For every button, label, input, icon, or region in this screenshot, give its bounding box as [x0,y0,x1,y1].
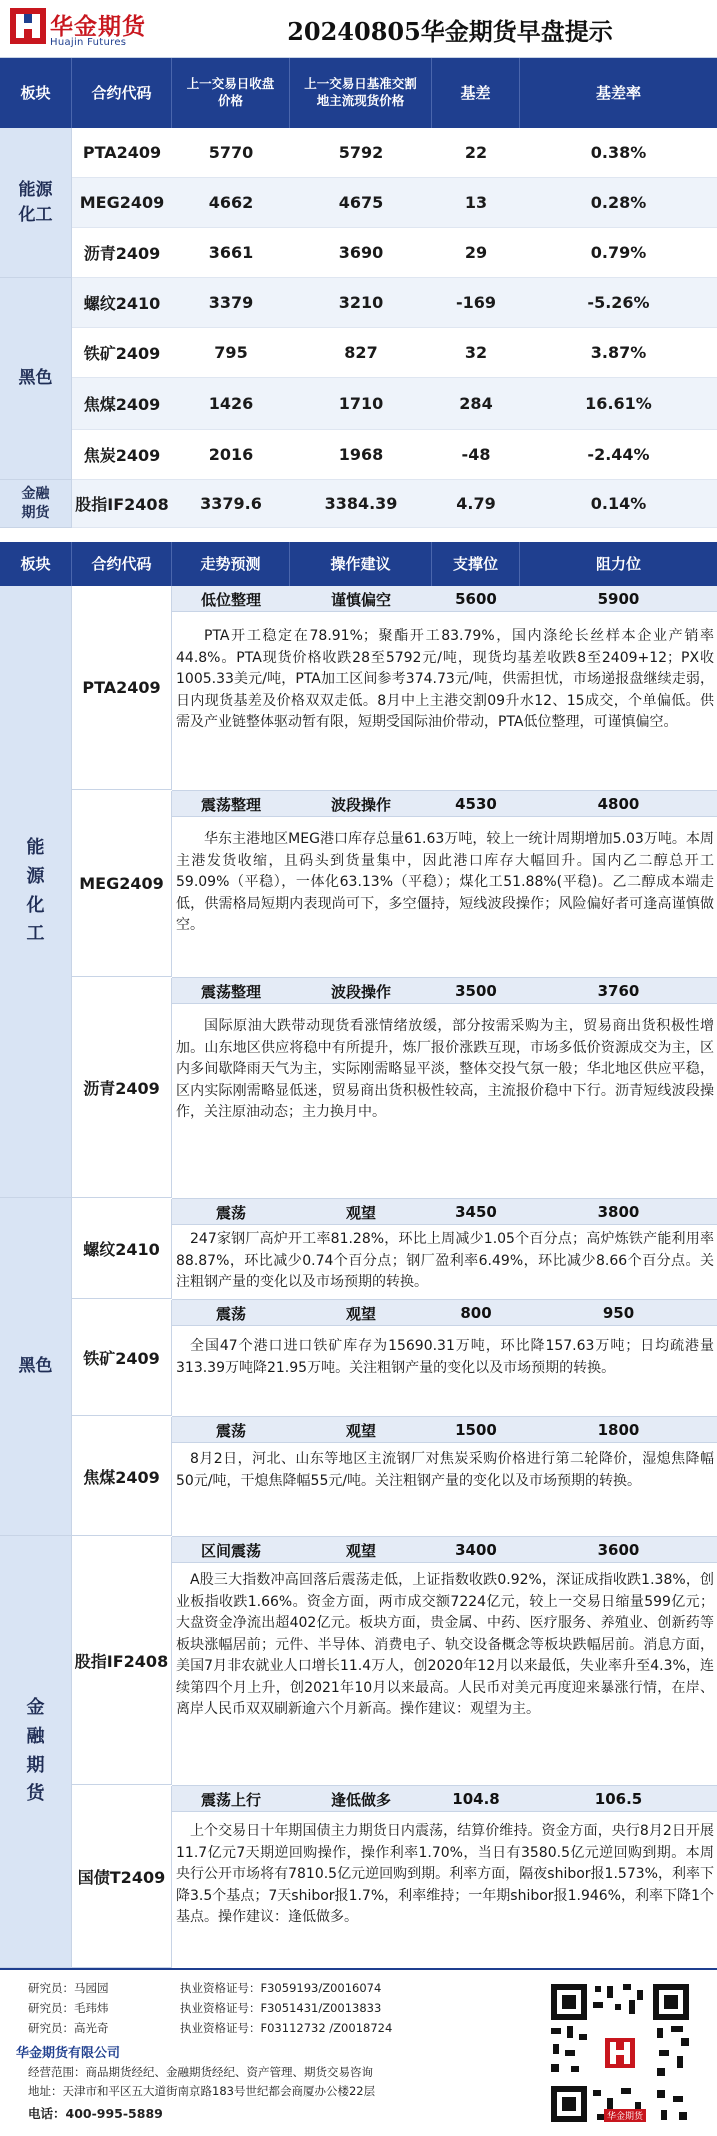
market-commentary: PTA开工稳定在78.91%；聚酯开工83.79%，国内涤纶长丝样本企业产销率44.8%。PTA现货价格收跌28至5792元/吨，现货均基差收跌8至2409+12；PX收1005.33美元/吨，PTA加工区间参考374.73元/吨，供需担忧，市场递报盘继续走弱，日内现货基差及价格双双走低。8月中上主港交割09升水12、15成交，个单偏低。供需及产业链整体驱动暂有限，短期受国际油价带动，PTA低位整理，可谨慎偏空。 [176,628,714,730]
trend-forecast: 低位整理 [200,590,261,609]
operation-advice: 观望 [345,1203,376,1222]
category-ferrous [0,1198,72,1536]
certificate-number: F3059193/Z0016074 [260,1981,382,1995]
close-price: 4662 [208,193,254,212]
table-row [72,178,717,228]
certificate-label: 执业资格证号： [180,1981,261,1995]
certificate-label: 执业资格证号： [180,2001,261,2015]
certificate-label: 执业资格证号： [180,2021,261,2035]
operation-advice: 波段操作 [330,982,391,1001]
contract-code: 铁矿2409 [72,1300,172,1416]
page-footer [0,1968,717,2136]
researcher-row [28,2020,109,2036]
basis-value: 4.79 [456,494,496,513]
basis-rate: 0.14% [590,494,647,513]
category-label: 能源化工 [18,179,53,225]
qr-code-icon [545,1978,695,2128]
page-header [0,0,717,58]
spot-price: 1710 [338,394,384,413]
col-header-resistance: 阻力位 [595,554,641,573]
strategy-summary-row [172,1199,717,1225]
trend-forecast: 震荡整理 [200,795,261,814]
spot-price: 827 [344,343,378,362]
researcher-name: 高光奇 [74,2021,109,2035]
strategy-summary-row [172,1417,717,1443]
resistance-level: 3600 [597,1541,640,1559]
basis-value: 13 [464,193,488,212]
contract-code: MEG2409 [79,193,165,212]
strategy-summary-row [172,1537,717,1563]
contract-code: 沥青2409 [83,244,161,263]
certificate-number: F3051431/Z0013833 [260,2001,382,2015]
support-level: 104.8 [452,1790,500,1808]
table-row [72,278,717,328]
operation-advice: 逢低做多 [330,1790,391,1809]
certificate-row [180,1980,381,1996]
contract-code: 焦煤2409 [72,1417,172,1536]
resistance-level: 3800 [597,1203,640,1221]
basis-value: 284 [459,394,493,413]
table-row [72,228,717,278]
col-header-basis-rate: 基差率 [595,83,641,102]
category-energy-chem [0,586,72,1198]
resistance-level: 106.5 [594,1790,643,1808]
operation-advice: 观望 [345,1304,376,1323]
researcher-name: 毛玮炜 [74,2001,109,2015]
contract-code: MEG2409 [72,791,172,977]
trend-forecast: 震荡 [215,1421,246,1440]
logo-chinese: 华金期货 [50,14,146,40]
contract-code: 焦炭2409 [83,446,161,465]
page-title: 20240805华金期货早盘提示 [287,17,613,46]
company-logo [10,8,200,52]
strategy-summary-row [172,586,717,612]
certificate-row [180,2020,392,2036]
category-label: 黑色 [18,1356,53,1377]
qr-label: 华金期货 [604,2109,646,2122]
table-row [72,128,717,178]
contract-code: 铁矿2409 [83,344,161,363]
close-price: 795 [214,343,248,362]
contract-code: 沥青2409 [72,978,172,1198]
close-price: 3379 [208,293,254,312]
company-name: 华金期货有限公司 [16,2046,121,2061]
support-level: 3400 [455,1541,497,1559]
col-header-trend: 走势预测 [172,542,290,586]
strategy-summary-row [172,978,717,1004]
table-row [72,378,717,430]
company-address: 地址：天津市和平区五大道街南京路183号世纪都会商厦办公楼22层 [28,2084,376,2098]
certificate-number: F03112732 /Z0018724 [260,2021,393,2035]
trend-forecast: 震荡 [215,1304,246,1323]
researcher-name: 马园园 [74,1981,109,1995]
market-commentary: A股三大指数冲高回落后震荡走低，上证指数收跌0.92%，深证成指收跌1.38%，创业板指收跌1.66%。资金方面，两市成交额7224亿元，较上一交易日缩量599亿元；大盘资金净流出超402亿元。板块方面，贵金属、中药、医疗服务、养殖业、创新药等板块涨幅居前；元件、半导体、消费电子、轨交设备概念等板块跌幅居前。消息方面，美国7月非农就业人口增长11.4万人，创2020年12月以来最低，失业率升至4.3%，连续第四个月上升，创2021年10月以来最高。人民币对美元再度迎来暴涨行情，在岸、离岸人民币双双刷新逾六个月新高。操作建议：观望为主。 [176,1572,714,1717]
support-level: 1500 [455,1421,497,1439]
resistance-level: 1800 [597,1421,640,1439]
col-header-code: 合约代码 [72,58,172,128]
logo-english: Huajin Futures [50,37,127,48]
category-label: 黑色 [18,368,53,389]
researcher-label: 研究员： [28,2021,74,2035]
trend-forecast: 震荡整理 [200,982,261,1001]
researcher-label: 研究员： [28,2001,74,2015]
contract-code: 股指IF2408 [72,1537,172,1785]
basis-value: 29 [464,243,488,262]
researcher-row [28,1980,109,1996]
category-ferrous [0,278,72,480]
col-header-code: 合约代码 [72,542,172,586]
basis-value: 22 [464,143,488,162]
col-header-close: 上一交易日收盘价格 [172,58,290,128]
category-energy-chem [0,128,72,278]
trend-forecast: 震荡 [215,1203,246,1222]
market-commentary: 华东主港地区MEG港口库存总量61.63万吨，较上一统计周期增加5.03万吨。本周主港发货收缩，且码头到货量集中，因此港口库存大幅回升。国内乙二醇总开工59.09%（平稳），一体化63.13%（平稳）；煤化工51.88%(平稳)。乙二醇成本端走低，供需格局短期内表现尚可下，多空僵持，短线波段操作；风险偏好者可逢高谨慎做空。 [176,831,714,933]
trend-forecast: 震荡上行 [200,1790,261,1809]
spot-price: 3210 [338,293,384,312]
col-header-support: 支撑位 [432,542,520,586]
category-financial [0,480,72,528]
basis-value: -48 [461,445,491,464]
researcher-label: 研究员： [28,1981,74,1995]
strategy-summary-row [172,1300,717,1326]
support-level: 800 [460,1304,492,1322]
contract-code: 螺纹2410 [83,294,161,313]
col-header-basis: 基差 [432,58,520,128]
contract-code: 螺纹2410 [72,1199,172,1299]
basis-value: -169 [455,293,497,312]
certificate-row [180,2000,381,2016]
strategy-table-header [0,542,717,586]
operation-advice: 谨慎偏空 [330,590,391,609]
category-label: 金融期货 [21,486,50,521]
support-level: 3450 [455,1203,497,1221]
support-level: 3500 [455,982,497,1000]
market-commentary: 8月2日，河北、山东等地区主流钢厂对焦炭采购价格进行第二轮降价，湿熄焦降幅50元/吨，干熄焦降幅55元/吨。关注粗钢产量的变化以及市场预期的转换。 [176,1451,714,1489]
market-commentary: 上个交易日十年期国债主力期货日内震荡，结算价维持。资金方面，央行8月2日开展11.7亿元7天期逆回购操作，操作利率1.70%，当日有3580.5亿元逆回购到期。本周央行公开市场将有7810.5亿元逆回购到期。利率方面，隔夜shibor报1.573%，利率下降3.5个基点；7天shibor报1.7%，利率维持；一年期shibor报1.946%，利率下降1个基点。操作建议：逢低做多。 [176,1823,714,1925]
basis-rate: 3.87% [590,343,647,362]
col-header-spot: 上一交易日基准交割地主流现货价格 [290,58,432,128]
support-level: 4530 [455,795,497,813]
basis-value: 32 [464,343,488,362]
table-row [72,480,717,528]
basis-table-header [0,58,717,128]
basis-rate: -2.44% [587,445,650,464]
researcher-row [28,2000,109,2016]
col-header-advice: 操作建议 [290,542,432,586]
basis-rate: 0.38% [590,143,647,162]
strategy-summary-row [172,1786,717,1812]
close-price: 3661 [208,243,254,262]
market-commentary: 247家钢厂高炉开工率81.28%，环比上周减少1.05个百分点；高炉炼铁产能利用率88.87%，环比减少0.74个百分点；钢厂盈利率6.49%，环比减少8.66个百分点。关注粗钢产量的变化以及市场预期的转换。 [176,1231,714,1290]
table-row [72,430,717,480]
support-level: 5600 [455,590,497,608]
basis-rate: 16.61% [585,394,652,413]
huajin-logo-icon [10,8,46,44]
resistance-level: 3760 [597,982,640,1000]
resistance-level: 950 [602,1304,635,1322]
trend-forecast: 区间震荡 [200,1541,261,1560]
contract-code: PTA2409 [82,143,162,162]
market-commentary: 国际原油大跌带动现货看涨情绪放缓，部分按需采购为主，贸易商出货积极性增加。山东地区供应将稳中有所提升，炼厂报价涨跌互现，市场多低价资源成交为主，区内多间歇降雨天气为主，实际刚需略显平淡，整体交投气氛一般；华北地区供应平稳，区内实际刚需略显低迷，贸易商出货积极性较高，主流报价稳中下行。沥青短线波段操作，关注原油动态；主力换月中。 [176,1018,714,1120]
company-phone: 电话：400-995-5889 [28,2106,163,2121]
close-price: 5770 [208,143,254,162]
contract-code: PTA2409 [72,586,172,790]
category-financial [0,1536,72,1968]
operation-advice: 观望 [345,1541,376,1560]
close-price: 2016 [208,445,254,464]
contract-code: 国债T2409 [72,1786,172,1968]
spot-price: 4675 [338,193,384,212]
strategy-summary-row [172,791,717,817]
resistance-level: 5900 [597,590,640,608]
col-header-sector: 板块 [0,542,72,586]
contract-code: 股指IF2408 [75,495,169,514]
operation-advice: 观望 [345,1421,376,1440]
category-label: 金融期货 [26,1696,45,1805]
category-label: 能源化工 [26,836,45,945]
spot-price: 5792 [338,143,384,162]
basis-rate: 0.79% [590,243,647,262]
basis-rate: -5.26% [587,293,650,312]
basis-rate: 0.28% [590,193,647,212]
contract-code: 焦煤2409 [83,395,161,414]
market-commentary: 全国47个港口进口铁矿库存为15690.31万吨，环比降157.63万吨；日均疏港量313.39万吨降21.95万吨。关注粗钢产量的变化以及市场预期的转换。 [176,1338,714,1376]
close-price: 3379.6 [200,494,262,513]
resistance-level: 4800 [597,795,640,813]
spot-price: 3384.39 [324,494,398,513]
spot-price: 1968 [338,445,384,464]
close-price: 1426 [208,394,254,413]
col-header-sector: 板块 [0,58,72,128]
operation-advice: 波段操作 [330,795,391,814]
table-row [72,328,717,378]
business-scope: 经营范围：商品期货经纪、金融期货经纪、资产管理、期货交易咨询 [28,2065,373,2079]
spot-price: 3690 [338,243,384,262]
